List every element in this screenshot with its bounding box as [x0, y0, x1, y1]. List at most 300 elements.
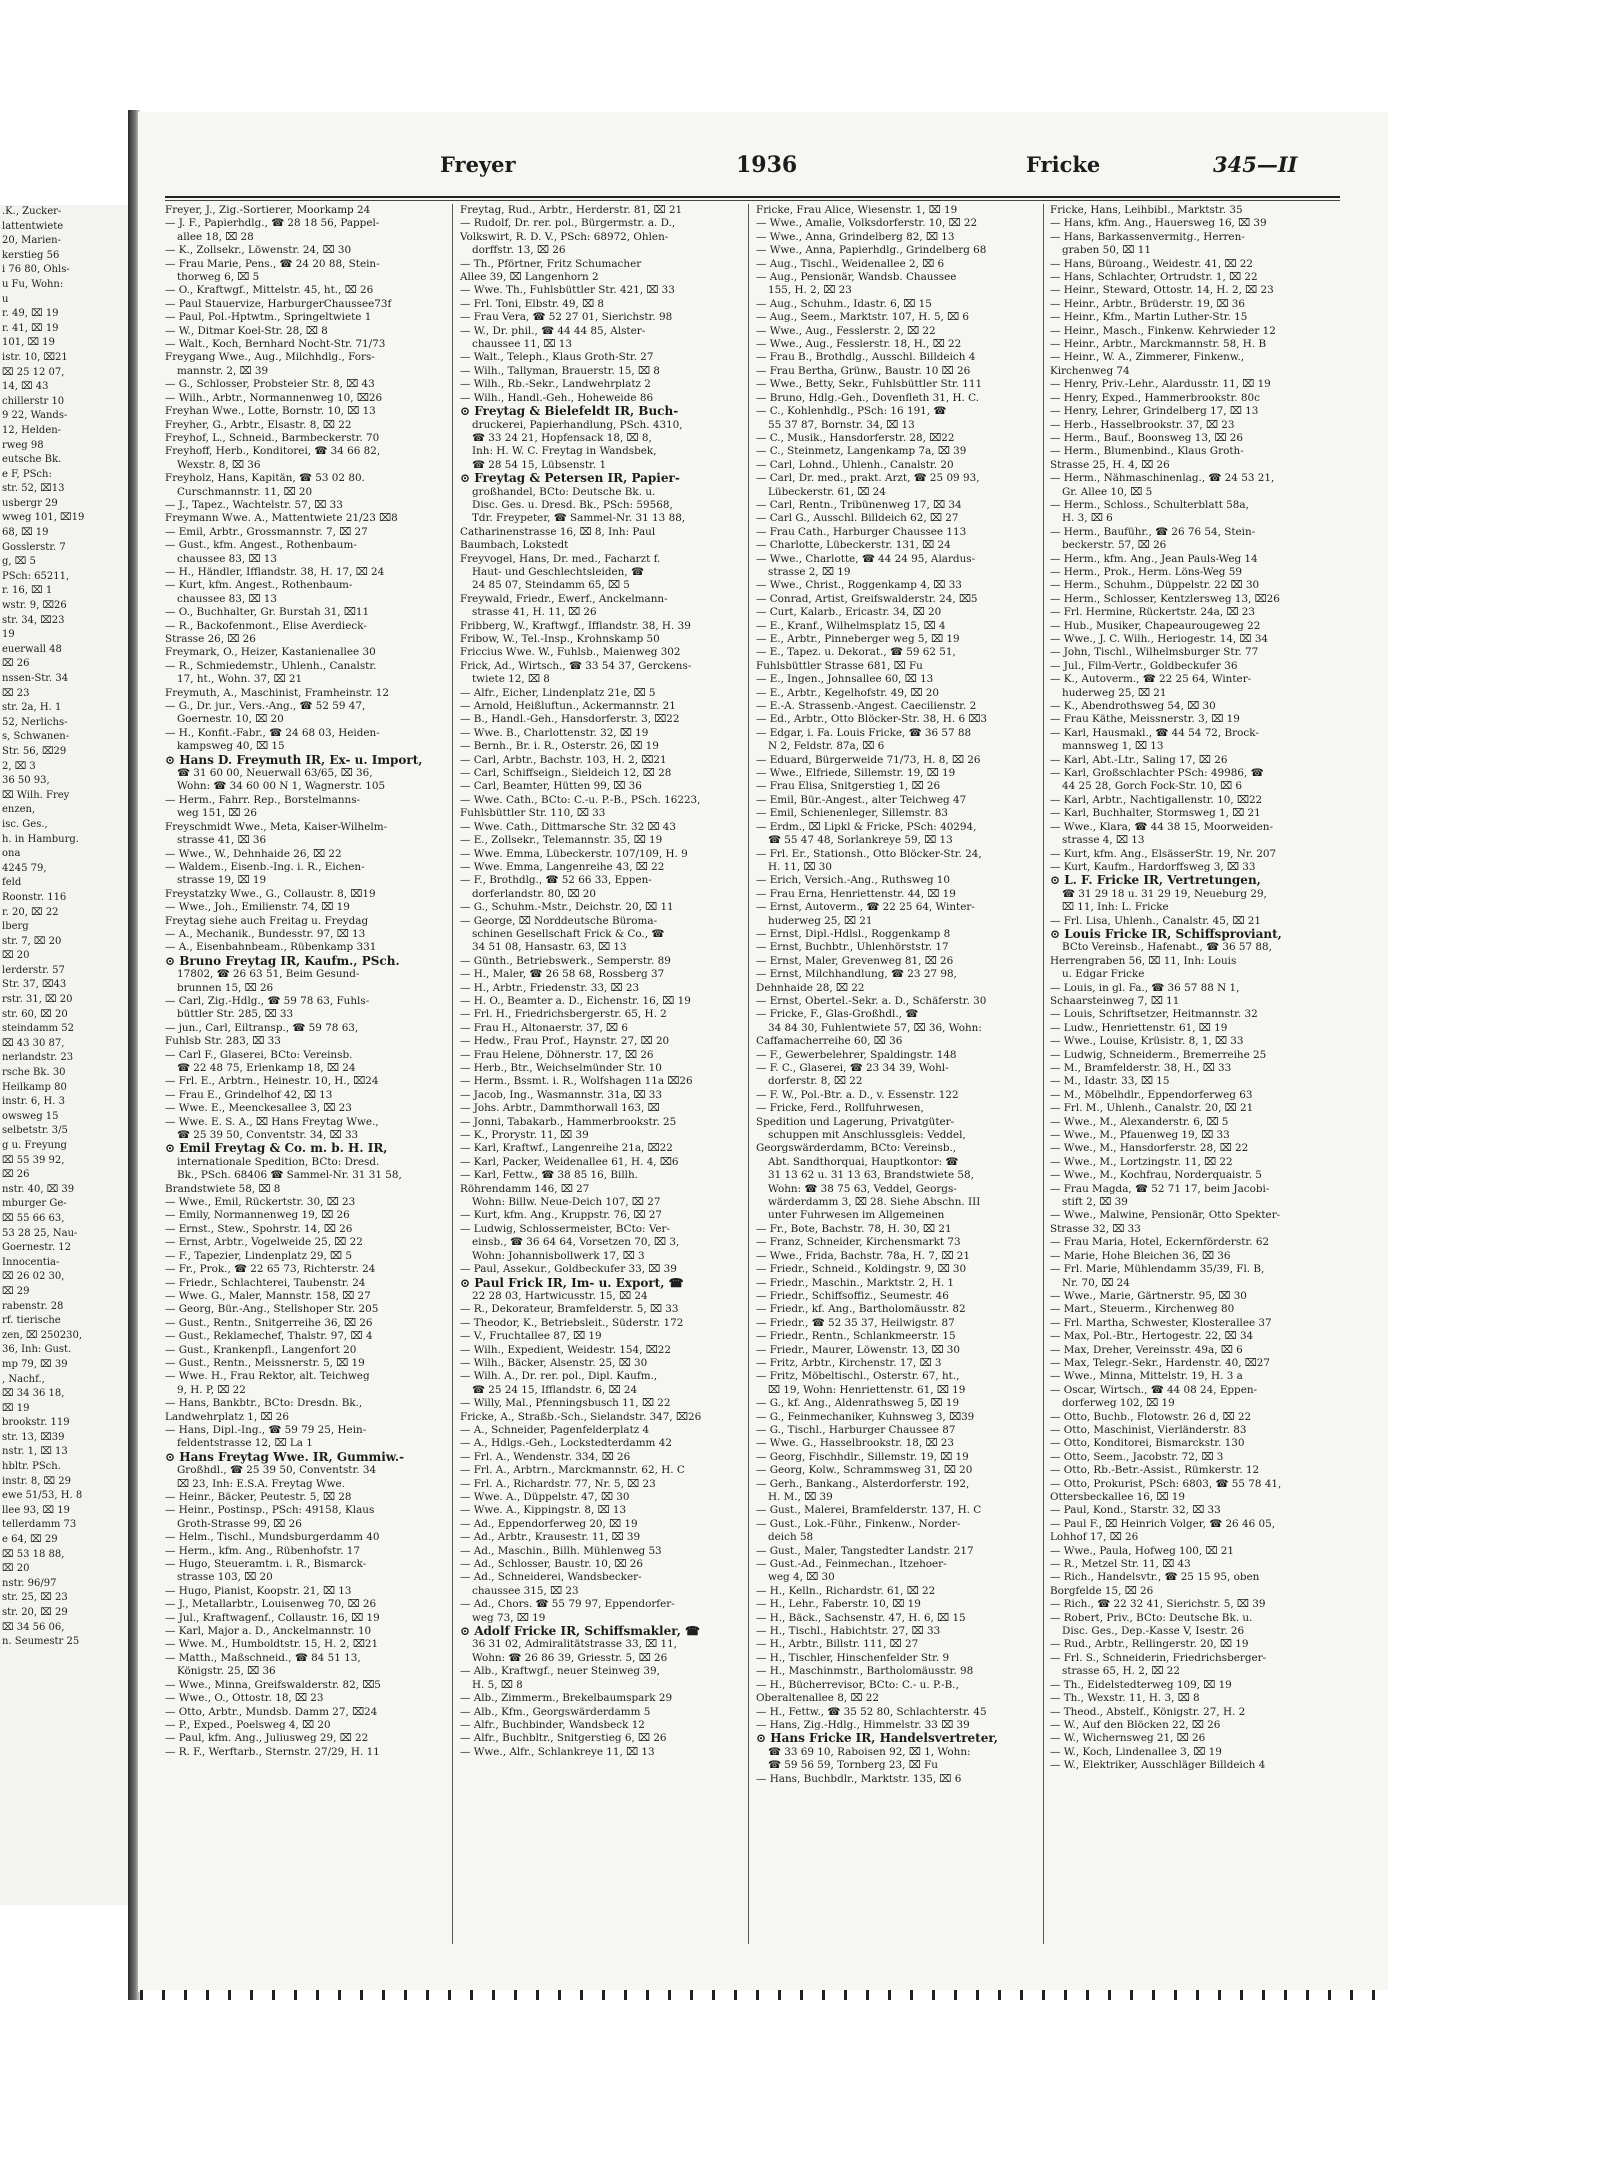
directory-entry: — Paul, Pol.-Hptwtm., Springeltwiete 1	[165, 311, 372, 324]
directory-entry: — E., Zollsekr., Telemannstr. 35, ⌧ 19	[460, 834, 663, 847]
directory-entry: — Karl, Hausmakl., ☎ 44 54 72, Brock-	[1050, 726, 1259, 739]
directory-entry: — Carl F., Glaserei, BCto: Vereinsb.	[165, 1048, 353, 1061]
directory-entry: — W., Ditmar Koel-Str. 28, ⌧ 8	[165, 324, 328, 337]
directory-entry: — Frau B., Brothdlg., Ausschl. Billdeich 4	[756, 351, 976, 364]
directory-entry: — Theod., Abstelf., Königstr. 27, H. 2	[1050, 1705, 1246, 1718]
directory-entry: — Frl. Toni, Elbstr. 49, ⌧ 8	[460, 297, 605, 310]
directory-entry: — Max, Dreher, Vereinsstr. 49a, ⌧ 6	[1050, 1343, 1243, 1356]
directory-entry: — Carl G., Ausschl. Billdeich 62, ⌧ 27	[756, 512, 959, 525]
directory-entry: — Otto, Rb.-Betr.-Assist., Rümkerstr. 12	[1050, 1464, 1260, 1477]
directory-column-3	[756, 204, 1038, 1944]
prev-page-fragment: usbergr 29	[2, 497, 58, 509]
page-bottom-edge	[140, 1990, 1390, 2000]
prev-page-fragment: Str. 37, ⌧43	[2, 979, 67, 991]
directory-entry: Abt. Sandthorquai, Hauptkontor: ☎	[768, 1155, 959, 1168]
directory-entry: — Arnold, Heißluftun., Ackermannstr. 21	[460, 700, 676, 713]
directory-entry: Fuhlsbüttler Str. 110, ⌧ 33	[460, 807, 606, 820]
prev-page-fragment: ⌧ 43 30 87,	[2, 1037, 65, 1049]
prev-page-fragment: , Nachf.,	[2, 1373, 45, 1385]
directory-entry: — Erdm., ⌧ Lipkl & Fricke, PSch: 40294,	[756, 820, 977, 833]
directory-entry: — Gust.-Ad., Feinmechan., Itzehoer-	[756, 1558, 947, 1571]
prev-page-fragment: nstr. 1, ⌧ 13	[2, 1446, 68, 1458]
prev-page-fragment: wstr. 9, ⌧26	[2, 600, 67, 612]
directory-entry: — Max, Pol.-Btr., Hertogestr. 22, ⌧ 34	[1050, 1330, 1254, 1343]
directory-entry: — Wwe., Paula, Hofweg 100, ⌧ 21	[1050, 1544, 1234, 1557]
directory-entry: — Hub., Musiker, Chapeaurougeweg 22	[1050, 619, 1261, 632]
prev-page-fragment: 68, ⌧ 19	[2, 527, 49, 539]
directory-entry: — G., Schuhm.-Mstr., Deichstr. 20, ⌧ 11	[460, 901, 674, 914]
prev-page-fragment: ⌧ 23	[2, 687, 30, 699]
directory-entry: — John, Tischl., Wilhelmsburger Str. 77	[1050, 646, 1259, 659]
directory-entry: — Helm., Tischl., Mundsburgerdamm 40	[165, 1531, 380, 1544]
directory-entry: — Walt., Teleph., Klaus Groth-Str. 27	[460, 351, 654, 364]
directory-entry: — H., Tischler, Hinschenfelder Str. 9	[756, 1651, 950, 1664]
directory-entry: — Frau Erna, Henriettenstr. 44, ⌧ 19	[756, 887, 956, 900]
directory-entry: Baumbach, Lokstedt	[460, 539, 569, 552]
directory-entry: — Herb., Btr., Weichselmünder Str. 10	[460, 1062, 662, 1074]
directory-column-2	[460, 204, 742, 1944]
prev-page-fragment: r. 16, ⌧ 1	[2, 585, 53, 597]
directory-entry: Röhrendamm 146, ⌧ 27	[460, 1182, 590, 1195]
directory-entry: — H., Fettw., ☎ 35 52 80, Schlachterstr. 45	[756, 1705, 987, 1718]
directory-entry: — P., Exped., Poelsweg 4, ⌧ 20	[165, 1718, 331, 1731]
prev-page-fragment: ona	[2, 848, 21, 860]
directory-entry: Strasse 32, ⌧ 33	[1050, 1222, 1141, 1235]
directory-entry: — Alb., Kfm., Georgswärderdamm 5	[460, 1705, 651, 1718]
prev-page-fragment: 36, Inh: Gust.	[2, 1344, 72, 1356]
directory-entry: büttler Str. 285, ⌧ 33	[177, 1008, 294, 1021]
prev-page-fragment: ⌧ 53 18 88,	[2, 1548, 65, 1560]
directory-entry: — K., Abendrothsweg 54, ⌧ 30	[1050, 700, 1216, 713]
directory-entry: mannsweg 1, ⌧ 13	[1062, 740, 1164, 753]
directory-entry: — K., Autoverm., ☎ 22 25 64, Winter-	[1050, 673, 1252, 686]
directory-entry: deich 58	[768, 1531, 814, 1544]
directory-entry: Wohn: Johannisbollwerk 17, ⌧ 3	[472, 1249, 645, 1262]
prev-page-fragment: n. Seumestr 25	[2, 1636, 80, 1648]
directory-entry: Fricke, Frau Alice, Wiesenstr. 1, ⌧ 19	[756, 204, 958, 216]
directory-entry: — Wwe., Betty, Sekr., Fuhlsbüttler Str. 111	[756, 378, 983, 391]
prev-page-fragment: 36 50 93,	[2, 775, 50, 787]
directory-entry: — H. O., Beamter a. D., Eichenstr. 16, ⌧ 19	[460, 994, 691, 1007]
directory-entry: — Georg, Kolw., Schrammsweg 31, ⌧ 20	[756, 1464, 973, 1477]
directory-entry: Fuhlsb Str. 283, ⌧ 33	[165, 1035, 281, 1048]
directory-entry: ⊙ Hans Fricke IR, Handelsvertreter,	[756, 1732, 998, 1746]
directory-entry: — Frl. M., Uhlenh., Canalstr. 20, ⌧ 21	[1050, 1102, 1254, 1115]
directory-entry: — Th., Wexstr. 11, H. 3, ⌧ 8	[1050, 1692, 1200, 1705]
directory-entry: — Georg, Fischhdlr., Sillemstr. 19, ⌧ 19	[756, 1450, 969, 1463]
directory-entry: — Herm., Bssmt. i. R., Wolfshagen 11a ⌧26	[460, 1075, 693, 1088]
directory-entry: — jun., Carl, Eiltransp., ☎ 59 78 63,	[165, 1021, 359, 1034]
directory-entry: Fribow, W., Tel.-Insp., Krohnskamp 50	[460, 633, 660, 645]
directory-entry: — Karl, Packer, Weidenallee 61, H. 4, ⌧6	[460, 1155, 679, 1168]
directory-entry: — Walt., Koch, Bernhard Nocht-Str. 71/73	[165, 338, 386, 351]
directory-entry: Brandstwiete 58, ⌧ 8	[165, 1182, 281, 1195]
directory-entry: — Theodor, K., Betriebsleit., Süderstr. 172	[460, 1316, 684, 1329]
directory-entry: huderweg 25, ⌧ 21	[768, 914, 873, 927]
directory-entry: — G., Dr. jur., Vers.-Ang., ☎ 52 59 47,	[165, 700, 366, 713]
directory-entry: strasse 65, H. 2, ⌧ 22	[1062, 1665, 1180, 1678]
prev-page-fragment: ⌧ 19	[2, 1402, 30, 1414]
prev-page-fragment: mburger Ge-	[2, 1198, 67, 1210]
directory-entry: — Ernst, Buchbtr., Uhlenhörststr. 17	[756, 941, 949, 954]
directory-entry: — H., Maler, ☎ 26 58 68, Rossberg 37	[460, 968, 665, 981]
prev-page-fragment: str. 7, ⌧ 20	[2, 935, 62, 947]
directory-entry: — Ludwig, Schlossermeister, BCto: Ver-	[460, 1222, 671, 1235]
directory-entry: — Johs. Arbtr., Dammthorwall 163, ⌧	[460, 1102, 660, 1115]
directory-entry: — Hugo, Steueramtm. i. R., Bismarck-	[165, 1558, 367, 1571]
directory-entry: schuppen mit Anschlussgleis: Veddel,	[768, 1129, 966, 1142]
prev-page-fragment: eutsche Bk.	[2, 454, 62, 466]
directory-entry: — Wwe., M., Hansdorferstr. 28, ⌧ 22	[1050, 1142, 1249, 1155]
directory-entry: — Bruno, Hdlg.-Geh., Dovenfleth 31, H. C.	[756, 391, 980, 404]
directory-entry: Inh: H. W. C. Freytag in Wandsbek,	[472, 445, 657, 458]
directory-entry: — G., kf. Ang., Aldenrathsweg 5, ⌧ 19	[756, 1397, 960, 1410]
directory-entry: Freymark, O., Heizer, Kastanienallee 30	[165, 646, 376, 659]
directory-entry: H. 5, ⌧ 8	[472, 1678, 523, 1691]
prev-page-fragment: ⌧ 25 12 07,	[2, 366, 65, 378]
directory-entry: — Ad., Maschin., Billh. Mühlenweg 53	[460, 1544, 662, 1557]
directory-entry: Caffamacherreihe 60, ⌧ 36	[756, 1035, 903, 1048]
directory-entry: — R., Schmiedemstr., Uhlenh., Canalstr.	[165, 659, 377, 672]
prev-page-fragment: 9 22, Wands-	[2, 410, 68, 422]
directory-entry: — Heinr., Postinsp., PSch: 49158, Klaus	[165, 1504, 375, 1517]
directory-entry: — Ad., Arbtr., Krausestr. 11, ⌧ 39	[460, 1531, 641, 1544]
directory-entry: Disc. Ges. u. Dresd. Bk., PSch: 59568,	[472, 498, 673, 511]
directory-entry: Borgfelde 15, ⌧ 26	[1050, 1584, 1154, 1597]
directory-entry: Allee 39, ⌧ Langenhorn 2	[460, 271, 599, 284]
directory-entry: — Wwe., Minna, Greifswalderstr. 82, ⌧5	[165, 1678, 381, 1691]
directory-entry: — Rich., ☎ 22 32 41, Sierichstr. 5, ⌧ 39	[1050, 1598, 1266, 1611]
directory-entry: wärderdamm 3, ⌧ 28. Siehe Abschn. III	[768, 1196, 981, 1209]
directory-entry: — Kurt, kfm. Ang., Kruppstr. 76, ⌧ 27	[460, 1209, 663, 1222]
directory-entry: — Herm., kfm. Ang., Rübenhofstr. 17	[165, 1544, 360, 1557]
directory-entry: — Wwe. E., Meenckesallee 3, ⌧ 23	[165, 1102, 352, 1115]
directory-entry: Großhdl., ☎ 25 39 50, Conventstr. 34	[177, 1464, 377, 1477]
directory-entry: H. 11, ⌧ 30	[768, 860, 832, 873]
directory-entry: 17802, ☎ 26 63 51, Beim Gesund-	[177, 968, 360, 981]
directory-entry: — Carl, Dr. med., prakt. Arzt, ☎ 25 09 93,	[756, 472, 980, 485]
column-divider	[452, 204, 453, 1944]
directory-entry: Ottersbeckallee 16, ⌧ 19	[1050, 1491, 1186, 1503]
directory-entry: — Henry, Priv.-Lehr., Alardusstr. 11, ⌧ 19	[1050, 378, 1271, 391]
prev-page-fragment: ⌧ Wilh. Frey	[2, 789, 70, 801]
directory-entry: — A., Schneider, Pagenfelderplatz 4	[460, 1423, 650, 1436]
directory-entry: — Wwe., Alfr., Schlankreye 11, ⌧ 13	[460, 1745, 655, 1758]
directory-entry: mannstr. 2, ⌧ 39	[177, 364, 269, 377]
directory-entry: ⊙ Emil Freytag & Co. m. b. H. IR,	[165, 1142, 388, 1156]
directory-entry: Fricke, A., Straßb.-Sch., Sielandstr. 347, ⌧26	[460, 1410, 702, 1423]
directory-entry: — Curt, Kalarb., Ericastr. 34, ⌧ 20	[756, 606, 942, 619]
prev-page-fragment: 4245 79,	[2, 862, 47, 874]
prev-page-fragment: nstr. 96/97	[2, 1577, 57, 1589]
directory-entry: Fuhlsbüttler Strasse 681, ⌧ Fu	[756, 659, 923, 672]
directory-entry: — A., Hdlgs.-Geh., Lockstedterdamm 42	[460, 1437, 672, 1450]
directory-entry: unter Fuhrwesen im Allgemeinen	[768, 1209, 945, 1222]
directory-entry: — M., Möbelhdlr., Eppendorferweg 63	[1050, 1088, 1253, 1101]
directory-entry: — Heinr., Arbtr., Marckmannstr. 58, H. B	[1050, 338, 1267, 351]
prev-page-fragment: 20, Marien-	[2, 235, 61, 247]
directory-entry: stift 2, ⌧ 39	[1062, 1196, 1128, 1209]
directory-entry: — Alfr., Buchbinder, Wandsbeck 12	[460, 1718, 645, 1731]
directory-entry: 34 51 08, Hansastr. 63, ⌧ 13	[472, 941, 627, 954]
directory-entry: Freytag, Rud., Arbtr., Herderstr. 81, ⌧ 21	[460, 204, 683, 216]
prev-page-fragment: lberg	[2, 921, 29, 933]
directory-entry: weg 73, ⌧ 19	[472, 1611, 546, 1624]
directory-entry: — Th., Pförtner, Fritz Schumacher	[460, 257, 642, 270]
directory-entry: — Edgar, i. Fa. Louis Fricke, ☎ 36 57 88	[756, 726, 972, 739]
directory-entry: 55 37 87, Bornstr. 34, ⌧ 13	[768, 418, 915, 431]
directory-entry: — Frau Maria, Hotel, Eckernförderstr. 62	[1050, 1236, 1270, 1249]
directory-entry: — Fritz, Möbeltischl., Osterstr. 67, ht.,	[756, 1370, 960, 1383]
directory-entry: Strasse 25, H. 4, ⌧ 26	[1050, 458, 1170, 471]
directory-entry: — Herm., Prok., Herm. Löns-Weg 59	[1050, 565, 1242, 578]
directory-entry: strasse 2, ⌧ 19	[768, 565, 851, 578]
directory-entry: twiete 12, ⌧ 8	[472, 673, 550, 686]
directory-entry: — Mart., Steuerm., Kirchenweg 80	[1050, 1303, 1235, 1316]
directory-entry: — Ernst, Milchhandlung, ☎ 23 27 98,	[756, 968, 957, 981]
directory-entry: großhandel, BCto: Deutsche Bk. u.	[472, 485, 656, 498]
directory-entry: — Wwe. Cath., BCto: C.-u. P.-B., PSch. 16223,	[460, 793, 701, 806]
directory-entry: — Wwe. A., Kippingstr. 8, ⌧ 13	[460, 1504, 627, 1517]
directory-entry: — Robert, Priv., BCto: Deutsche Bk. u.	[1050, 1611, 1253, 1624]
directory-entry: — Friedr., Rentn., Schlankmeerstr. 15	[756, 1330, 956, 1343]
prev-page-fragment: 101, ⌧ 19	[2, 337, 55, 349]
directory-entry: — G., Tischl., Harburger Chaussee 87	[756, 1423, 956, 1436]
directory-entry: — Wwe., Anna, Grindelberg 82, ⌧ 13	[756, 230, 955, 243]
directory-entry: — Kurt, Kaufm., Hardorffsweg 3, ⌧ 33	[1050, 860, 1256, 873]
directory-entry: — Wwe., Amalie, Volksdorferstr. 10, ⌧ 22	[756, 217, 978, 230]
directory-entry: — Wilh., Bäcker, Alsenstr. 25, ⌧ 30	[460, 1356, 648, 1369]
prev-page-fragment: nerlandstr. 23	[2, 1052, 74, 1064]
directory-entry: — Frl. Er., Stationsh., Otto Blöcker-Str. 24,	[756, 847, 982, 860]
header-first-name: Freyer	[440, 152, 516, 177]
directory-entry: — C., Steinmetz, Langenkamp 7a, ⌧ 39	[756, 445, 967, 458]
directory-entry: — Wilh. A., Dr. rer. pol., Dipl. Kaufm.,	[460, 1370, 658, 1383]
directory-entry: — F. C., Glaserei, ☎ 23 34 39, Wohl-	[756, 1062, 949, 1074]
directory-entry: Freyhoff, Herb., Konditorei, ☎ 34 66 82,	[165, 445, 381, 458]
directory-entry: — Carl, Arbtr., Bachstr. 103, H. 2, ⌧21	[460, 753, 667, 766]
directory-entry: allee 18, ⌧ 28	[177, 230, 254, 243]
directory-entry: — Fr., Prok., ☎ 22 65 73, Richterstr. 24	[165, 1263, 376, 1276]
prev-page-fragment: rstr. 31, ⌧ 20	[2, 994, 73, 1006]
prev-page-fragment: ⌧ 26	[2, 658, 30, 670]
directory-entry: u. Edgar Fricke	[1062, 968, 1145, 981]
directory-entry: — Rudolf, Dr. rer. pol., Bürgermstr. a. D.,	[460, 217, 676, 230]
directory-entry: — Alb., Kraftwgf., neuer Steinweg 39,	[460, 1665, 660, 1678]
directory-entry: — H., Händler, Ifflandstr. 38, H. 17, ⌧ 24	[165, 565, 385, 578]
directory-entry: — K., Prorystr. 11, ⌧ 39	[460, 1129, 589, 1142]
directory-entry: ⊙ Freytag & Petersen IR, Papier-	[460, 472, 680, 486]
directory-entry: — Wilh., Arbtr., Normannenweg 10, ⌧26	[165, 391, 383, 404]
directory-entry: Goernestr. 10, ⌧ 20	[177, 713, 284, 726]
prev-page-fragment: str. 60, ⌧ 20	[2, 1008, 68, 1020]
directory-entry: strasse 41, H. 11, ⌧ 26	[472, 606, 597, 619]
directory-entry: — Wwe. M., Humboldtstr. 15, H. 2, ⌧21	[165, 1638, 379, 1651]
directory-entry: — Wwe., M., Lortzingstr. 11, ⌧ 22	[1050, 1155, 1233, 1168]
directory-entry: — Frl. H., Friedrichsbergerstr. 65, H. 2	[460, 1008, 667, 1021]
directory-entry: — Gust., Rentn., Meissnerstr. 5, ⌧ 19	[165, 1356, 365, 1369]
directory-entry: — H., Tischl., Habichtstr. 27, ⌧ 33	[756, 1625, 941, 1638]
directory-entry: Groth-Strasse 99, ⌧ 26	[177, 1517, 302, 1530]
directory-entry: — Wwe. Emma, Lübeckerstr. 107/109, H. 9	[460, 847, 688, 860]
directory-entry: — Matth., Maßschneid., ☎ 84 51 13,	[165, 1651, 361, 1664]
directory-entry: — Karl, Buchhalter, Stormsweg 1, ⌧ 21	[1050, 807, 1261, 820]
directory-entry: 44 25 28, Gorch Fock-Str. 10, ⌧ 6	[1062, 780, 1242, 793]
directory-entry: — Gust., Krankenpfl., Langenfort 20	[165, 1343, 357, 1356]
directory-entry: — Wilh., Expedient, Weidestr. 154, ⌧22	[460, 1343, 671, 1356]
directory-entry: — Herm., Bauführ., ☎ 26 76 54, Stein-	[1050, 525, 1256, 538]
directory-entry: — Paul Stauervize, HarburgerChaussee73f	[165, 297, 392, 310]
prev-page-fragment: 53 28 25, Nau-	[2, 1227, 78, 1239]
directory-entry: — Franz, Schneider, Kirchensmarkt 73	[756, 1236, 961, 1249]
prev-page-fragment: r. 49, ⌧ 19	[2, 308, 59, 320]
directory-entry: — H., Bäck., Sachsenstr. 47, H. 6, ⌧ 15	[756, 1611, 966, 1624]
directory-column-4	[1050, 204, 1332, 1944]
prev-page-fragment: ewe 51/53, H. 8	[2, 1490, 83, 1502]
directory-entry: Dehnhaide 28, ⌧ 22	[756, 981, 865, 994]
directory-entry: — W., Elektriker, Ausschläger Billdeich 4	[1050, 1759, 1266, 1772]
directory-entry: ☎ 25 39 50, Conventstr. 34, ⌧ 33	[177, 1129, 359, 1142]
directory-entry: Haut- und Geschlechtsleiden, ☎	[472, 565, 644, 578]
directory-entry: H. M., ⌧ 39	[768, 1491, 833, 1503]
directory-entry: — Frau Marie, Pens., ☎ 24 20 88, Stein-	[165, 257, 380, 270]
directory-entry: ☎ 25 24 15, Ifflandstr. 6, ⌧ 24	[472, 1383, 638, 1396]
directory-entry: — Carl, Lohnd., Uhlenh., Canalstr. 20	[756, 458, 954, 471]
directory-entry: — A., Mechanik., Bundesstr. 97, ⌧ 13	[165, 927, 366, 940]
directory-entry: — W., Koch, Lindenallee 3, ⌧ 19	[1050, 1745, 1222, 1758]
prev-page-fragment: ⌧ 29	[2, 1285, 30, 1297]
directory-entry: — Wwe., Anna, Papierhdlg., Grindelberg 68	[756, 244, 987, 257]
prev-page-fragment: u Fu, Wohn:	[2, 278, 64, 290]
prev-page-fragment: mp 79, ⌧ 39	[2, 1358, 68, 1370]
directory-entry: — Friedr., Maschin., Marktstr. 2, H. 1	[756, 1276, 955, 1289]
header-last-name: Fricke	[1026, 152, 1101, 177]
directory-entry: Kirchenweg 74	[1050, 364, 1130, 377]
directory-entry: Oberaltenallee 8, ⌧ 22	[756, 1692, 879, 1705]
directory-entry: — E., Tapez. u. Dekorat., ☎ 59 62 51,	[756, 646, 956, 659]
directory-entry: — Ad., Schlosser, Baustr. 10, ⌧ 26	[460, 1558, 643, 1571]
directory-entry: — Otto, Maschinist, Vierländerstr. 83	[1050, 1423, 1247, 1436]
directory-entry: — Hedw., Frau Prof., Haynstr. 27, ⌧ 20	[460, 1035, 670, 1048]
directory-entry: Strasse 26, ⌧ 26	[165, 633, 256, 645]
directory-entry: Freygang Wwe., Aug., Milchhdlg., Fors-	[165, 351, 375, 364]
directory-entry: — R., Metzel Str. 11, ⌧ 43	[1050, 1558, 1191, 1571]
directory-entry: — E., Kranf., Wilhelmsplatz 15, ⌧ 4	[756, 619, 946, 632]
directory-entry: — Fricke, Ferd., Rollfuhrwesen,	[756, 1102, 924, 1115]
directory-entry: chaussee 83, ⌧ 13	[177, 592, 277, 605]
directory-entry: BCto Vereinsb., Hafenabt., ☎ 36 57 88,	[1062, 941, 1272, 954]
directory-entry: — F., Gewerbelehrer, Spaldingstr. 148	[756, 1048, 957, 1061]
directory-entry: — Wwe., Christ., Roggenkamp 4, ⌧ 33	[756, 579, 962, 592]
directory-entry: dorferweg 102, ⌧ 19	[1062, 1397, 1175, 1410]
directory-entry: — E., Arbtr., Pinneberger weg 5, ⌧ 19	[756, 633, 960, 645]
directory-entry: — Karl, Großschlachter PSch: 49986, ☎	[1050, 767, 1264, 780]
directory-entry: weg 4, ⌧ 30	[768, 1571, 835, 1584]
directory-entry: 155, H. 2, ⌧ 23	[768, 284, 852, 297]
directory-entry: dorffstr. 13, ⌧ 26	[472, 244, 566, 257]
prev-page-fragment: istr. 10, ⌧21	[2, 351, 68, 363]
directory-entry: ☎ 33 69 10, Raboisen 92, ⌧ 1, Wohn:	[768, 1745, 971, 1758]
directory-entry: — Wwe., Aug., Fesslerstr. 18, H., ⌧ 22	[756, 338, 962, 351]
directory-entry: — Friedr., ☎ 52 35 37, Heilwigstr. 87	[756, 1316, 955, 1329]
directory-entry: internationale Spedition, BCto: Dresd.	[177, 1155, 380, 1168]
directory-entry: — Henry, Lehrer, Grindelberg 17, ⌧ 13	[1050, 405, 1259, 418]
directory-entry: graben 50, ⌧ 11	[1062, 244, 1151, 257]
directory-entry: Fribberg, W., Kraftwgf., Ifflandstr. 38, H. 39	[460, 619, 691, 632]
directory-entry: — Frau Magda, ☎ 52 71 17, beim Jacobi-	[1050, 1182, 1270, 1195]
directory-entry: — M., Idastr. 33, ⌧ 15	[1050, 1075, 1170, 1088]
directory-entry: chaussee 11, ⌧ 13	[472, 338, 572, 351]
directory-entry: — Heinr., Arbtr., Brüderstr. 19, ⌧ 36	[1050, 297, 1246, 310]
directory-entry: chaussee 83, ⌧ 13	[177, 552, 277, 565]
prev-page-fragment: 52, Nerlichs-	[2, 716, 68, 728]
directory-entry: — Rud., Arbtr., Rellingerstr. 20, ⌧ 19	[1050, 1638, 1249, 1651]
directory-entry: — Hans, Schlachter, Ortrudstr. 1, ⌧ 22	[1050, 271, 1258, 284]
directory-entry: — Otto, Arbtr., Mundsb. Damm 27, ⌧24	[165, 1705, 378, 1718]
prev-page-fragment: instr. 8, ⌧ 29	[2, 1475, 71, 1487]
directory-entry: — Wilh., Handl.-Geh., Hoheweide 86	[460, 391, 654, 404]
directory-entry: Catharinenstrasse 16, ⌧ 8, Inh: Paul	[460, 525, 656, 538]
directory-entry: — Ad., Eppendorferweg 20, ⌧ 19	[460, 1517, 638, 1530]
directory-entry: — J., Tapez., Wachtelstr. 57, ⌧ 33	[165, 498, 343, 511]
prev-page-fragment: rsche Bk. 30	[2, 1067, 66, 1079]
directory-entry: — Friedr., Schneid., Koldingstr. 9, ⌧ 30	[756, 1263, 967, 1276]
directory-entry: — Hans, Bankbtr., BCto: Dresdn. Bk.,	[165, 1397, 363, 1410]
directory-entry: — Wwe., M., Kochfrau, Norderquaistr. 5	[1050, 1169, 1262, 1182]
directory-entry: — Carl, Zig.-Hdlg., ☎ 59 78 63, Fuhls-	[165, 994, 370, 1007]
directory-entry: — K., Zollsekr., Löwenstr. 24, ⌧ 30	[165, 244, 352, 257]
directory-entry: — George, ⌧ Norddeutsche Büroma-	[460, 914, 658, 927]
directory-entry: Lohhof 17, ⌧ 26	[1050, 1531, 1139, 1544]
directory-entry: Tdr. Freypeter, ☎ Sammel-Nr. 31 13 88,	[472, 512, 686, 525]
directory-entry: — Louis, Schriftsetzer, Heitmannstr. 32	[1050, 1008, 1258, 1021]
directory-entry: — Frl. A., Richardstr. 77, Nr. 5, ⌧ 23	[460, 1477, 656, 1490]
directory-entry: — O., Kraftwgf., Mittelstr. 45, ht., ⌧ 26	[165, 284, 374, 297]
prev-page-fragment: Goernestr. 12	[2, 1242, 71, 1254]
prev-page-fragment: lattentwiete	[2, 220, 64, 232]
directory-entry: 34 84 30, Fuhlentwiete 57, ⌧ 36, Wohn:	[768, 1021, 982, 1034]
directory-entry: — Max, Telegr.-Sekr., Hardenstr. 40, ⌧27	[1050, 1356, 1271, 1369]
directory-entry: Freymann Wwe. A., Mattentwiete 21/23 ⌧8	[165, 512, 398, 525]
directory-entry: — Frl. E., Arbtrn., Heinestr. 10, H., ⌧24	[165, 1075, 379, 1088]
directory-entry: 31 13 62 u. 31 13 63, Brandstwiete 58,	[768, 1169, 974, 1182]
directory-entry: — F., Tapezier, Lindenplatz 29, ⌧ 5	[165, 1249, 352, 1262]
directory-entry: — Wwe., Elfriede, Sillemstr. 19, ⌧ 19	[756, 767, 956, 780]
directory-entry: ⌧ 23, Inh: E.S.A. Freytag Wwe.	[177, 1477, 345, 1490]
directory-entry: — Herm., Schlosser, Kentzlersweg 13, ⌧26	[1050, 592, 1280, 605]
directory-entry: — Hans, Buchbdlr., Marktstr. 135, ⌧ 6	[756, 1772, 962, 1785]
directory-entry: — Paul F., ⌧ Heinrich Volger, ☎ 26 46 05,	[1050, 1517, 1276, 1530]
directory-entry: Volkswirt, R. D. V., PSch: 68972, Ohlen-	[460, 230, 669, 243]
prev-page-fragment: enzen,	[2, 804, 36, 816]
directory-entry: — Frau Elisa, Snitgerstieg 1, ⌧ 26	[756, 780, 941, 793]
prev-page-fragment: rabenstr. 28	[2, 1300, 64, 1312]
directory-entry: — Ludwig, Schneiderm., Bremerreihe 25	[1050, 1048, 1267, 1061]
directory-entry: — Alb., Zimmerm., Brekelbaumspark 29	[460, 1692, 673, 1705]
directory-entry: — Wilh., Rb.-Sekr., Landwehrplatz 2	[460, 378, 651, 391]
directory-entry: — Heinr., Masch., Finkenw. Kehrwieder 12	[1050, 324, 1276, 337]
header-year: 1936	[736, 152, 798, 178]
directory-entry: Freyer, J., Zig.-Sortierer, Moorkamp 24	[165, 204, 371, 216]
directory-entry: — Herm., Schuhm., Düppelstr. 22 ⌧ 30	[1050, 579, 1260, 592]
directory-entry: — A., Eisenbahnbeam., Rübenkamp 331	[165, 941, 377, 954]
directory-entry: 24 85 07, Steindamm 65, ⌧ 5	[472, 579, 630, 592]
directory-entry: — O., Buchhalter, Gr. Burstah 31, ⌧11	[165, 606, 370, 619]
directory-entry: — Ernst, Autoverm., ☎ 22 25 64, Winter-	[756, 901, 975, 914]
directory-entry: — Frl. Hermine, Rückertstr. 24a, ⌧ 23	[1050, 606, 1255, 619]
prev-page-fragment: 2, ⌧ 3	[2, 760, 36, 772]
directory-entry: — Friedr., Maurer, Löwenstr. 13, ⌧ 30	[756, 1343, 960, 1356]
